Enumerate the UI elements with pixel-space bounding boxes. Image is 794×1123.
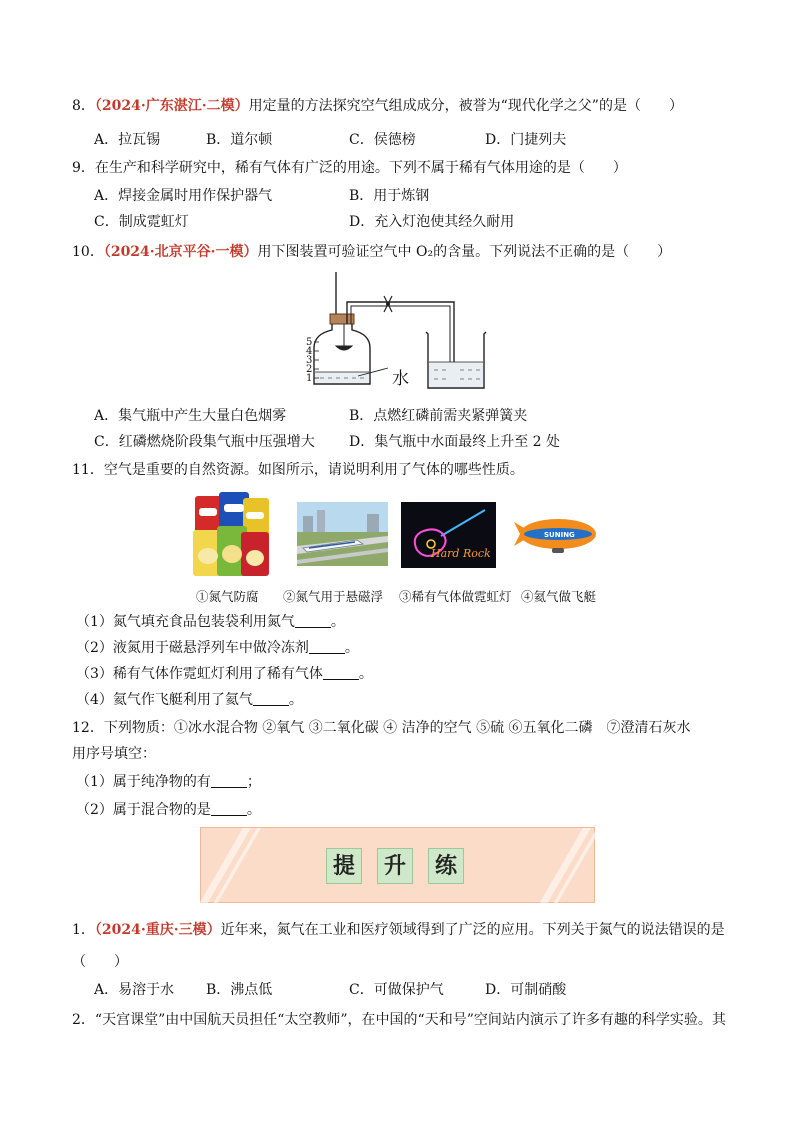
q10-option-c: C．红磷燃烧阶段集气瓶中压强增大 xyxy=(94,434,315,450)
q11-sub-2: （2）液氮用于磁悬浮列车中做冷冻剂 。 xyxy=(76,640,359,656)
section-banner xyxy=(200,827,595,903)
caption-2: ②氮气用于悬磁浮 xyxy=(283,589,384,604)
caption-4: ④氦气做飞艇 xyxy=(521,589,597,604)
scale-mark-2: 2 xyxy=(306,364,313,375)
p1-option-b: B．沸点低 xyxy=(206,982,273,998)
banner-char-3: 练 xyxy=(428,848,464,884)
q9-option-d: D．充入灯泡使其经久耐用 xyxy=(349,214,515,230)
neon-sign-image xyxy=(401,502,496,568)
spring-clamp-icon xyxy=(384,296,392,312)
q10-option-d: D．集气瓶中水面最终上升至 2 处 xyxy=(349,434,561,450)
scale-mark-3: 3 xyxy=(306,355,313,366)
q9-stem: 9．在生产和科学研究中，稀有气体有广泛的用途。下列不属于稀有气体用途的是（ ） xyxy=(72,160,627,176)
banner-char-2: 升 xyxy=(377,848,413,884)
water-label: 水 xyxy=(392,369,409,389)
q10-stem: 10．（2024·北京平谷·一模）用下图装置可验证空气中 O₂的含量。下列说法不正确的是（ ） xyxy=(72,244,672,260)
snack-bags-image xyxy=(193,490,271,580)
q10-source: （2024·北京平谷·一模） xyxy=(103,244,258,260)
p1-option-a: A．易溶于水 xyxy=(94,982,175,998)
q11-sub-1: （1）氮气填充食品包装袋利用氮气 。 xyxy=(76,614,345,630)
p1-source: （2024·重庆·三模） xyxy=(94,922,221,938)
q8-option-a: A．拉瓦锡 xyxy=(94,132,161,148)
p1-stem: 1．（2024·重庆·三模）近年来，氮气在工业和医疗领域得到了广泛的应用。下列关于氮气的说法错误的是 xyxy=(72,922,725,938)
blimp-image xyxy=(514,510,602,560)
q12-sub-2: （2）属于混合物的是 。 xyxy=(76,802,261,818)
apparatus-figure xyxy=(300,268,500,396)
neon-sign-text: Hard Rock xyxy=(431,547,491,560)
scale-mark-5: 5 xyxy=(306,337,313,348)
q8-stem: 8．（2024·广东湛江·二模）用定量的方法探究空气组成成分，被誉为“现代化学之父”的是（ ） xyxy=(72,98,683,114)
q11-sub-3: （3）稀有气体作霓虹灯利用了稀有气体 。 xyxy=(76,666,373,682)
q8-option-c: C．侯德榜 xyxy=(349,132,416,148)
scale-mark-1: 1 xyxy=(306,373,313,384)
caption-1: ①氮气防腐 xyxy=(196,589,259,604)
blimp-text: SUNING xyxy=(544,531,575,539)
p1-option-c: C．可做保护气 xyxy=(349,982,444,998)
q9-option-a: A．焊接金属时用作保护器气 xyxy=(94,188,273,204)
q11-sub-4: （4）氦气作飞艇利用了氦气 。 xyxy=(76,692,303,708)
q8-option-b: B．道尔顿 xyxy=(206,132,273,148)
q9-option-c: C．制成霓虹灯 xyxy=(94,214,189,230)
q8-option-d: D．门捷列夫 xyxy=(485,132,567,148)
q9-option-b: B．用于炼钢 xyxy=(349,188,430,204)
q8-source: （2024·广东湛江·二模） xyxy=(94,98,249,114)
banner-char-1: 提 xyxy=(326,848,362,884)
q12-stem: 12．下列物质：①冰水混合物 ②氧气 ③二氧化碳 ④ 洁净的空气 ⑤硫 ⑥五氧化二磷 ⑦澄清石灰水 xyxy=(72,720,691,736)
q10-option-a: A．集气瓶中产生大量白色烟雾 xyxy=(94,408,287,424)
p1-option-d: D．可制硝酸 xyxy=(485,982,567,998)
caption-3: ③稀有气体做霓虹灯 xyxy=(399,589,512,604)
p1-paren: （ ） xyxy=(72,954,128,970)
p2-stem: 2．“天宫课堂”由中国航天员担任“太空教师”，在中国的“天和号”空间站内演示了许多有趣的科学实验。其 xyxy=(72,1012,726,1028)
q12-line2: 用序号填空： xyxy=(72,746,156,762)
scale-mark-4: 4 xyxy=(306,346,313,357)
spoon-icon xyxy=(336,346,352,350)
q12-sub-1: （1）属于纯净物的有 ； xyxy=(76,774,261,790)
maglev-train-image xyxy=(297,502,388,566)
q11-stem: 11．空气是重要的自然资源。如图所示，请说明利用了气体的哪些性质。 xyxy=(72,462,524,478)
q10-option-b: B．点燃红磷前需夹紧弹簧夹 xyxy=(349,408,528,424)
